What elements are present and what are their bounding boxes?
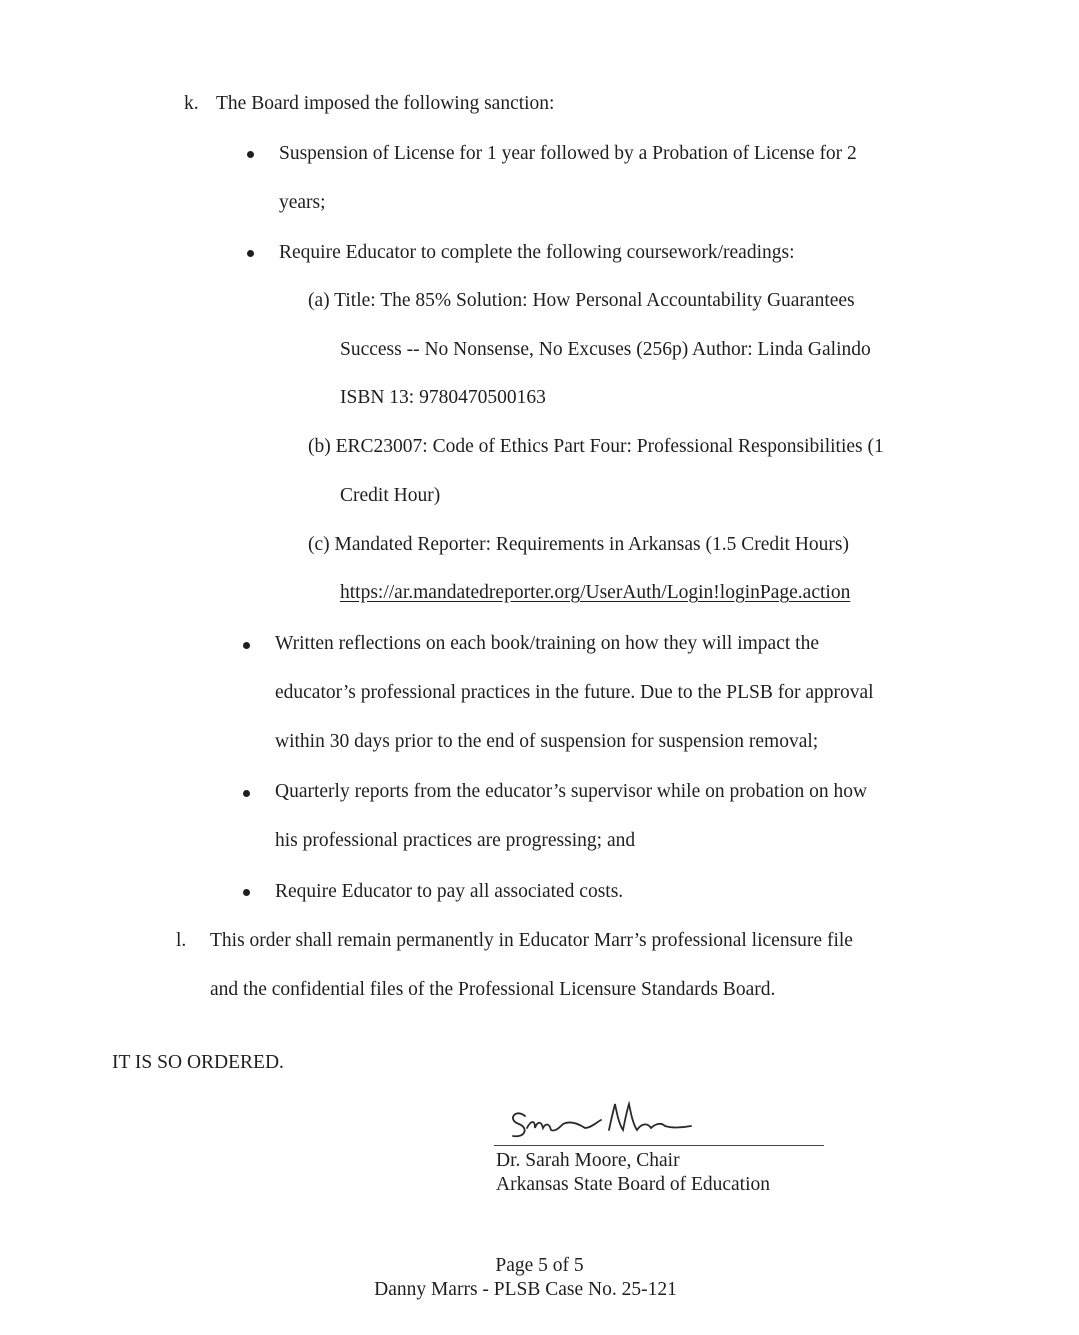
bullet-dot <box>243 889 250 896</box>
subitem-b-line-1: (b) ERC23007: Code of Ethics Part Four: Professional Responsibilities (1 <box>308 436 884 457</box>
item-k-marker: k. <box>184 93 199 114</box>
bullet-5-line-1: Require Educator to pay all associated costs. <box>275 881 624 902</box>
signer-name: Dr. Sarah Moore, Chair <box>496 1150 680 1171</box>
so-ordered: IT IS SO ORDERED. <box>112 1052 284 1073</box>
bullet-4-line-1: Quarterly reports from the educator’s supervisor while on probation on how <box>275 781 868 802</box>
signer-organization: Arkansas State Board of Education <box>496 1174 771 1195</box>
item-k-text: The Board imposed the following sanction: <box>216 93 555 114</box>
bullet-3-line-2: educator’s professional practices in the future. Due to the PLSB for approval <box>275 682 874 703</box>
signature-line <box>494 1145 824 1146</box>
item-l-line-1: This order shall remain permanently in Educator Marr’s professional licensure file <box>210 930 853 951</box>
subitem-c-line-1: (c) Mandated Reporter: Requirements in Arkansas (1.5 Credit Hours) <box>308 534 849 555</box>
handwritten-signature <box>505 1098 705 1148</box>
bullet-3-line-1: Written reflections on each book/training on how they will impact the <box>275 633 819 654</box>
subitem-a-line-1: (a) Title: The 85% Solution: How Personal Accountability Guarantees <box>308 290 855 311</box>
bullet-3-line-3: within 30 days prior to the end of suspension for suspension removal; <box>275 731 819 752</box>
subitem-a-line-2: Success -- No Nonsense, No Excuses (256p) Author: Linda Galindo <box>340 339 871 360</box>
bullet-1-line-2: years; <box>279 192 326 213</box>
item-l-line-2: and the confidential files of the Professional Licensure Standards Board. <box>210 979 776 1000</box>
bullet-4-line-2: his professional practices are progressing; and <box>275 830 636 851</box>
item-l-marker: l. <box>176 930 187 951</box>
case-footer: Danny Marrs - PLSB Case No. 25-121 <box>374 1279 677 1300</box>
bullet-dot <box>247 151 254 158</box>
subitem-b-line-2: Credit Hour) <box>340 485 441 506</box>
subitem-a-line-3: ISBN 13: 9780470500163 <box>340 387 546 408</box>
bullet-1-line-1: Suspension of License for 1 year followed by a Probation of License for 2 <box>279 143 857 164</box>
bullet-dot <box>243 642 250 649</box>
bullet-dot <box>247 250 254 257</box>
bullet-dot <box>243 790 250 797</box>
bullet-2-line-1: Require Educator to complete the following coursework/readings: <box>279 242 795 263</box>
page-number: Page 5 of 5 <box>495 1255 584 1276</box>
mandated-reporter-link[interactable]: https://ar.mandatedreporter.org/UserAuth/Login!loginPage.action <box>340 582 851 603</box>
